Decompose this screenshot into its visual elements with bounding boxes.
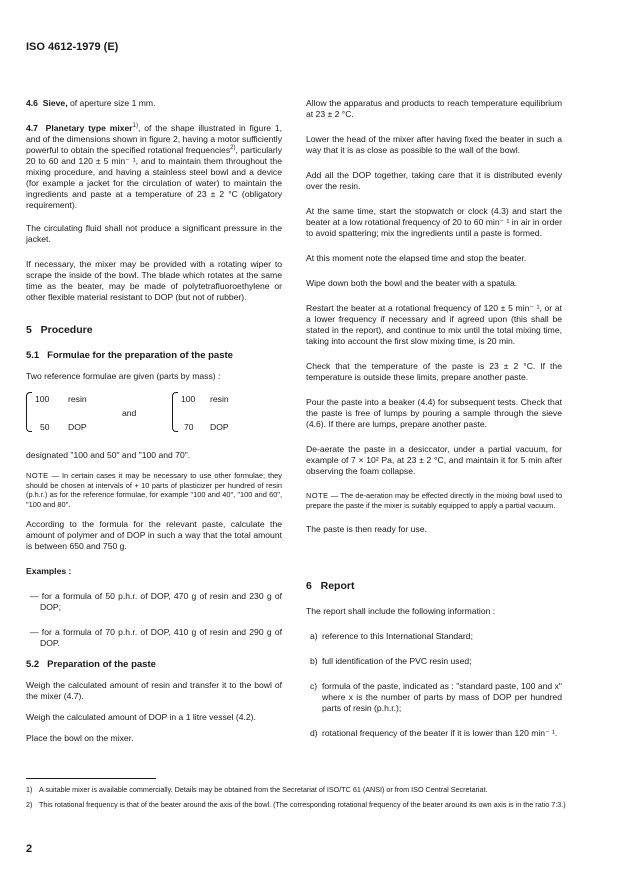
- formula-and: and: [122, 408, 137, 418]
- left-column: [26, 98, 282, 754]
- footnote-text: This rotational frequency is that of the beater around the axis of the bowl. (The corresponding rotational frequency of the beater around its own axis is in the ratio 7:3.): [39, 800, 566, 810]
- wiper-paragraph: If necessary, the mixer may be provided with a rotating wiper to scrape the inside of the bowl. The blade which rotates at the same time as the beater, may be made of polytetrafluoroethylene or other flexible material resistant to DOP (but not of rubber).: [26, 259, 282, 302]
- report-item: [306, 728, 562, 739]
- footnote: [26, 785, 592, 794]
- add-dop-paragraph: Add all the DOP together, taking care that it is distributed evenly over the resin.: [306, 170, 562, 191]
- restart-paragraph: Restart the beater at a rotational frequency of 120 ± 5 min⁻ ¹, or at a lower frequency if necessary and if agreed upon (this shall be stated in the report), and continue to mix until the total mixing time, taking into account the first slow mixing time, is 20 min.: [306, 303, 562, 346]
- section-number: 5: [26, 324, 32, 336]
- footnote-number: 2): [26, 800, 33, 810]
- deaerate-paragraph: De-aerate the paste in a desiccator, under a partial vacuum, for example of 7 × 10² Pa, at 23 ± 2 °C, and maintain it for 5 min after observing the foam collapse.: [306, 444, 562, 476]
- wipe-paragraph: Wipe down both the bowl and the beater with a spatula.: [306, 278, 518, 288]
- section-5-heading: [26, 325, 282, 336]
- allow-paragraph: Allow the apparatus and products to reach temperature equilibrium at 23 ± 2 °C.: [306, 98, 562, 119]
- start-paragraph: At the same time, start the stopwatch or clock (4.3) and start the beater at a low rotational frequency of 20 to 60 min⁻ ¹ in air in order to avoid spattering; mix the ingredients until a paste is formed.: [306, 206, 562, 238]
- formula2-resin: resin: [210, 394, 229, 404]
- formula1-resin: resin: [68, 394, 87, 404]
- subsection-number: 5.1: [26, 350, 40, 361]
- item-text: rotational frequency of the beater if it is lower than 120 min⁻ ¹.: [322, 728, 558, 739]
- ready-paragraph: The paste is then ready for use.: [306, 524, 427, 535]
- note-1: [26, 471, 282, 509]
- footnote: [26, 800, 592, 809]
- brace-right: [172, 392, 178, 432]
- formula1-dop: DOP: [68, 422, 87, 432]
- two-formulae-paragraph: Two reference formulae are given (parts by mass) :: [26, 371, 221, 381]
- formula2-resin-qty: 100: [181, 394, 196, 404]
- section-6-heading: [306, 581, 562, 592]
- footnote-divider: [26, 778, 156, 779]
- lower-head-paragraph: Lower the head of the mixer after having fixed the beater in such a way that it is as close as possible to the wall of the bowl.: [306, 134, 562, 155]
- clause-text: , particularly 20 to 60 and 120 ± 5 min⁻ ¹, and to maintain them throughout the mixing procedure, and having a stainless steel bowl and a device (for example a jacket for the circulation of water) to maintain the ingredients and paste at a temperature of 23 ± 2 °C (obligatory requirement).: [26, 145, 282, 210]
- note-label: NOTE: [306, 491, 329, 500]
- clause-title: Planetary type mixer: [45, 123, 133, 133]
- check-temperature-paragraph: Check that the temperature of the paste is 23 ± 2 °C. If the temperature is outside these limits, prepare another paste.: [306, 361, 562, 382]
- examples-label: Examples :: [26, 566, 72, 577]
- item-text: reference to this International Standard;: [322, 631, 473, 642]
- circulating-fluid-paragraph: The circulating fluid shall not produce a significant pressure in the jacket.: [26, 223, 282, 244]
- report-intro: The report shall include the following information :: [306, 606, 496, 617]
- section-title: Procedure: [40, 324, 93, 336]
- formula2-dop-qty: 70: [184, 422, 194, 432]
- clause-text: of aperture size 1 mm.: [67, 98, 156, 108]
- subsection-5-2-heading: [26, 659, 282, 670]
- item-label: d): [310, 728, 318, 739]
- subsection-number: 5.2: [26, 659, 40, 671]
- item-text: full identification of the PVC resin used;: [322, 656, 472, 667]
- place-bowl-paragraph: Place the bowl on the mixer.: [26, 733, 134, 744]
- designated-paragraph: designated "100 and 50" and "100 and 70".: [26, 450, 191, 460]
- elapsed-paragraph: At this moment note the elapsed time and stop the beater.: [306, 253, 527, 263]
- report-item: [306, 631, 562, 642]
- clause-4-6: [26, 98, 282, 109]
- report-item: [306, 681, 562, 714]
- section-title: Report: [320, 580, 355, 593]
- footnote-text: A suitable mixer is available commercially. Details may be obtained from the Secretariat of ISO/TC 61 (ANSI) or from ISO Central Secretariat.: [39, 785, 488, 794]
- reference-formulae: [26, 392, 282, 438]
- example-1: — for a formula of 50 p.h.r. of DOP, 470 g of resin and 230 g of DOP;: [30, 591, 282, 613]
- weigh-dop-paragraph: Weigh the calculated amount of DOP in a 1 litre vessel (4.2).: [26, 712, 256, 723]
- item-label: c): [310, 681, 318, 692]
- right-column: [306, 98, 562, 750]
- clause-number: 4.7: [26, 123, 38, 133]
- footnote-ref: 2): [230, 145, 236, 152]
- report-item: [306, 656, 562, 667]
- item-label: a): [310, 631, 318, 642]
- footnote-ref: 1): [132, 123, 138, 130]
- pour-paragraph: Pour the paste into a beaker (4.4) for subsequent tests. Check that the paste is free of lumps by pouring a sample through the sieve (4.6). If there are lumps, prepare another paste.: [306, 397, 562, 429]
- clause-text: , of the shape illustrated in figure 1, and of the dimensions shown in figure 2, having a motor sufficiently powerful to obtain the specified rotational frequencies: [26, 123, 282, 155]
- footnotes: [26, 785, 592, 816]
- item-label: b): [310, 656, 318, 667]
- clause-4-7: [26, 123, 282, 211]
- formula1-dop-qty: 50: [40, 422, 50, 432]
- formula2-dop: DOP: [210, 422, 229, 432]
- formula1-resin-qty: 100: [35, 394, 50, 404]
- note-text: — In certain cases it may be necessary to use other formulae; they should be chosen at intervals of + 10 parts of plasticizer per hundred of resin (p.h.r.) as for the reference formulae, for example "100 and 40", "100 and 60", "100 and 80".: [26, 471, 282, 509]
- clause-title: Sieve,: [42, 98, 68, 108]
- note-2: [306, 491, 562, 510]
- brace-left: [26, 392, 32, 432]
- according-paragraph: According to the formula for the relevant paste, calculate the amount of polymer and of DOP in such a way that the total amount is between 650 and 750 g.: [26, 519, 282, 552]
- example-2: — for a formula of 70 p.h.r. of DOP, 410 g of resin and 290 g of DOP.: [30, 627, 282, 649]
- subsection-title: Formulae for the preparation of the paste: [47, 350, 233, 361]
- note-text: — The de-aeration may be effected directly in the mixing bowl used to prepare the paste if the mixer is suitably equipped to apply a partial vacuum.: [306, 491, 562, 510]
- section-number: 6: [306, 580, 312, 593]
- note-label: NOTE: [26, 471, 49, 480]
- clause-number: 4.6: [26, 98, 38, 108]
- weigh-resin-paragraph: Weigh the calculated amount of resin and transfer it to the bowl of the mixer (4.7).: [26, 680, 282, 702]
- page-number: 2: [26, 843, 33, 855]
- subsection-title: Preparation of the paste: [47, 659, 156, 671]
- item-text: formula of the paste, indicated as : "standard paste, 100 and x" where x is the number of parts by mass of DOP per hundred parts of resin (p.h.r.);: [322, 681, 562, 714]
- footnote-number: 1): [26, 785, 33, 794]
- subsection-5-1-heading: [26, 350, 282, 361]
- document-id: ISO 4612-1979 (E): [26, 41, 119, 53]
